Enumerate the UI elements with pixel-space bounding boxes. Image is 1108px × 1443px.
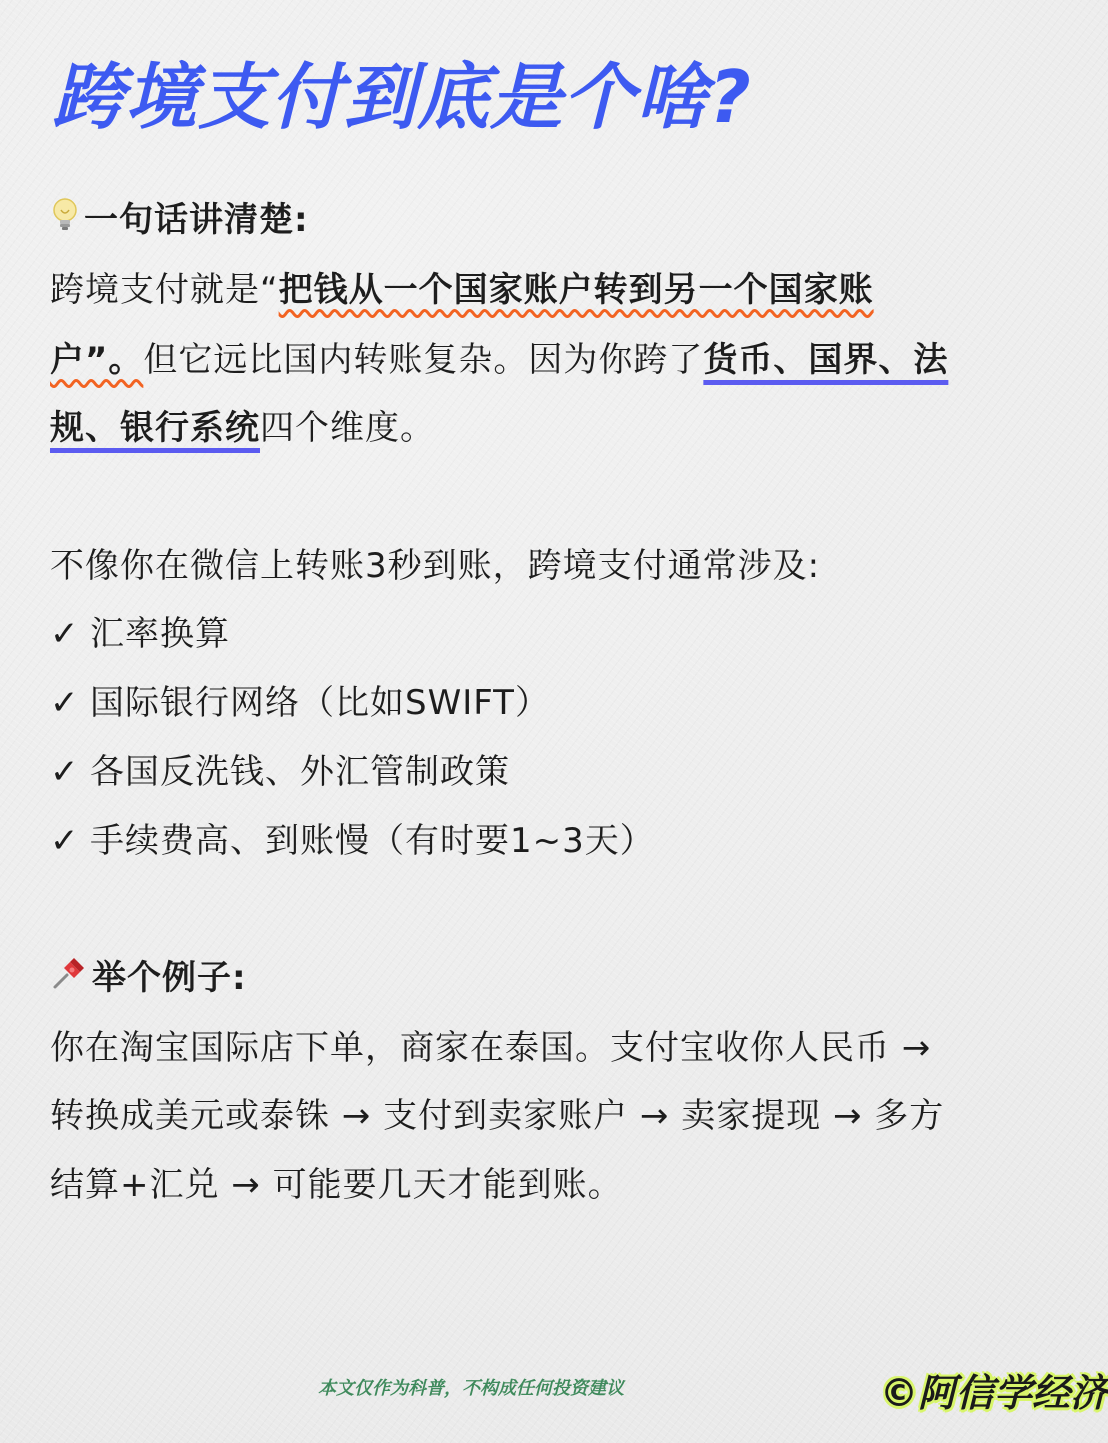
pushpin-icon [50,954,88,1005]
list-item-label: 各国反洗钱、外汇管制政策 [90,752,510,792]
checkmark-icon: ✓ [50,752,80,792]
checkmark-icon: ✓ [50,614,80,654]
section1-line2-plain: 但它远比国内转账复杂。因为你跨了 [143,340,704,380]
list-item-label: 汇率换算 [90,614,230,654]
section2-intro: 不像你在微信上转账3秒到账，跨境支付通常涉及: [50,546,821,586]
list-item-label: 手续费高、到账慢（有时要1~3天） [90,821,655,861]
section3-line: 你在淘宝国际店下单，商家在泰国。支付宝收你人民币 → [50,1028,932,1068]
section1-line3-marker: 规、银行系统 [50,408,260,448]
list-item-label: 国际银行网络（比如SWIFT） [90,683,550,723]
section3-line: 结算+汇兑 → 可能要几天才能到账。 [50,1165,623,1205]
section1-line1 [50,266,874,314]
section3-line: 转换成美元或泰铢 → 支付到卖家账户 → 卖家提现 → 多方 [50,1096,945,1136]
disclaimer-text: 本文仅作为科普，不构成任何投资建议 [318,1378,624,1399]
section1-line1-highlight: 把钱从一个国家账户转到另一个国家账 [278,270,874,310]
section3-heading: 举个例子: [92,958,247,998]
section1-line1-plain: 跨境支付就是“ [50,270,279,310]
section1-line2 [50,336,948,384]
section1-line2-marker: 货币、国界、法 [703,340,949,380]
list-item [50,679,550,727]
lightbulb-icon [50,196,80,247]
checkmark-icon: ✓ [50,821,80,861]
brand-watermark: ©阿信学经济 [880,1371,1108,1415]
section3-heading-row [50,954,247,1005]
section1-line3 [50,404,435,452]
checkmark-icon: ✓ [50,683,80,723]
list-item [50,817,655,865]
page-title: 跨境支付到底是个啥? [52,55,752,139]
list-item [50,748,510,796]
section1-heading-row [50,196,309,247]
section1-line3-plain: 四个维度。 [260,408,435,448]
section1-line2-highlight: 户”。 [50,340,144,380]
list-item [50,610,230,658]
section1-heading: 一句话讲清楚: [84,200,309,240]
